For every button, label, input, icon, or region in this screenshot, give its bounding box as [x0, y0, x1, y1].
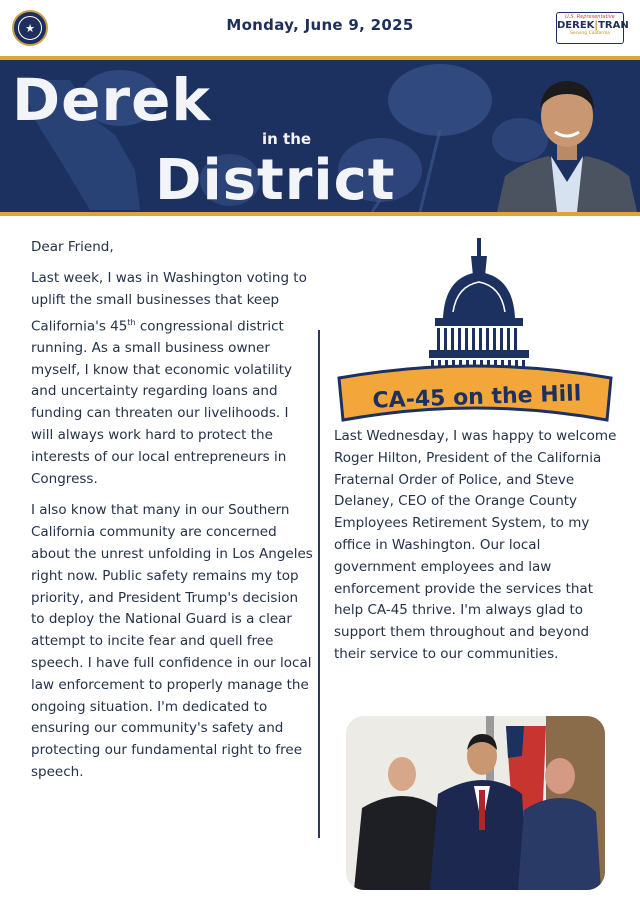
paragraph-1-text-a: Last week, I was in Washington voting to uplift the small businesses that keep California's 45: [31, 270, 307, 335]
banner-title-derek: Derek: [12, 66, 211, 134]
ordinal-suffix: th: [127, 317, 136, 327]
newsletter-date: Monday, June 9, 2025: [226, 16, 414, 34]
banner-title-in-the: in the: [262, 130, 312, 148]
ca45-badge-text: CA-45 on the Hill: [372, 381, 582, 414]
house-seal-icon: ★: [12, 10, 48, 46]
capitol-dome-graphic: [325, 232, 625, 428]
representative-portrait: [497, 64, 637, 212]
campaign-logo: [556, 12, 629, 44]
logo-name: DEREK|TRAN: [557, 20, 629, 31]
logo-name-right: TRAN: [598, 20, 629, 31]
paragraph-1-text-b: congressional district running. As a small business owner myself, I know that economic volatility and uncertainty regarding loans and funding can threaten our livelihoods. I will always work hard to protect the interests of our local entrepreneurs in Congress.: [31, 318, 293, 487]
banner-title-district: District: [155, 148, 396, 213]
title-banner: [0, 56, 640, 216]
greeting: Dear Friend,: [31, 239, 114, 255]
column-divider: [318, 330, 320, 838]
group-photo: [346, 716, 605, 890]
hill-column: [334, 426, 618, 666]
hill-paragraph: Last Wednesday, I was happy to welcome Roger Hilton, President of the California Fraternal Order of Police, and Steve Delaney, CEO of the Orange County Employees Retirement System, to my office in Washington. Our local government employees and law enforcement provide the services that help CA-45 thrive. I'm always glad to support them throughout and beyond their service to our communities.: [334, 428, 617, 662]
letter-paragraph-2: I also know that many in our Southern California community are concerned about the unrest unfolding in Los Angeles right now. Public safety remains my top priority, and President Trump's decision to deploy the National Guard is a clear attempt to incite fear and quell free speech. I have full confidence in our local law enforcement to properly manage the ongoing situation. I'm dedicated to ensuring our community's safety and protecting our fundamental right to free speech.: [31, 502, 313, 781]
header-bar: [0, 0, 640, 56]
letter-column: [31, 238, 313, 794]
logo-name-left: DEREK: [557, 20, 595, 31]
letter-paragraph-1: [31, 268, 313, 490]
logo-small-text: U.S. Representative: [565, 14, 615, 20]
group-photo-illustration: [346, 716, 605, 890]
logo-tagline: Serving California: [570, 31, 610, 36]
